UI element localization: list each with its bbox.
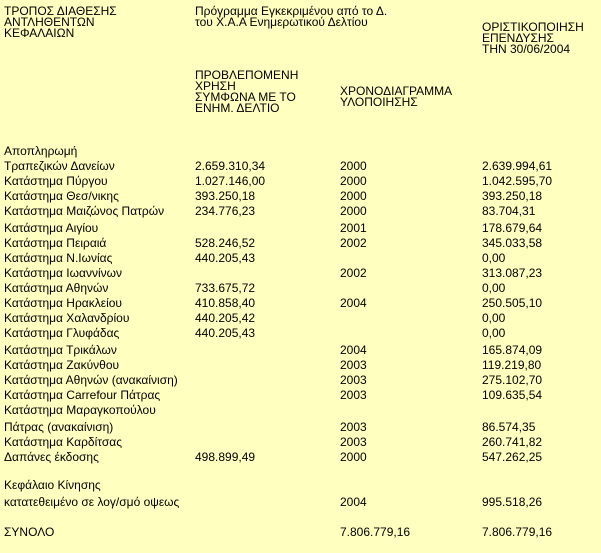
row-schedule-year: 2003 [340,435,367,449]
row-schedule-year: 2004 [340,296,367,310]
row-final-amount: 0,00 [482,251,506,265]
row-label: Κατάστημα Αθηνών [4,281,109,295]
table-row [0,311,601,326]
row-planned-amount: 498.899,49 [195,450,256,464]
row-final-amount: 345.033,58 [482,236,543,250]
row-planned-amount: 2.659.310,34 [195,159,266,173]
row-schedule-year: 2000 [340,174,367,188]
table-row [0,373,601,388]
row-label: Τραπεζικών Δανείων [4,159,115,173]
row-final-amount: 313.087,23 [482,266,543,280]
table-row [0,144,601,159]
table-row [0,388,601,403]
row-label: Κατάστημα Μαιζώνος Πατρών [4,204,165,218]
row-final-amount: 547.262,25 [482,450,543,464]
row-label: Κατάστημα Θεσ/νικης [4,189,119,203]
row-label: Κατάστημα Ν.Ιωνίας [4,251,113,265]
row-label: Κατάστημα Πειραιά [4,236,107,250]
row-label: Κατάστημα Μαραγκοπούλου [4,403,156,417]
row-planned-amount: 440.205,43 [195,251,256,265]
table-row [0,204,601,219]
table-row [0,525,601,540]
row-schedule-year: 2001 [340,221,367,235]
row-planned-amount: 733.675,72 [195,281,256,295]
row-label: Πάτρας (ανακαίνιση) [4,420,114,434]
row-planned-amount: 410.858,40 [195,296,256,310]
table-row [0,174,601,189]
row-planned-amount: 1.027.146,00 [195,174,266,188]
row-label: Κατάστημα Πύργου [4,174,108,188]
row-label: Κατάστημα Γλυφάδας [4,326,120,340]
row-final-amount: 7.806.779,16 [482,525,553,539]
row-label: Κατάστημα Αθηνών (ανακαίνιση) [4,373,178,387]
row-label: κατατεθειμένο σε λογ/σμό οψεως [4,495,180,509]
row-final-amount: 109.635,54 [482,388,543,402]
table-row [0,221,601,236]
header-final-investment: ΟΡΙΣΤΙΚΟΠΟΙΗΣΗ ΕΠΕΝΔΥΣΗΣ ΤΗΝ 30/06/2004 [482,20,584,56]
row-label: Κατάστημα Χαλανδρίου [4,311,130,325]
row-final-amount: 119.219,80 [482,358,542,372]
row-label: Κατάστημα Τρικάλων [4,343,117,357]
row-schedule-year: 2002 [340,236,367,250]
row-schedule-year: 7.806.779,16 [340,525,411,539]
row-final-amount: 250.505,10 [482,296,543,310]
table-row [0,189,601,204]
table-row [0,420,601,435]
table-row [0,281,601,296]
row-final-amount: 0,00 [482,326,506,340]
row-label: Αποπληρωμή [4,144,78,158]
table-row [0,251,601,266]
row-schedule-year: 2000 [340,204,367,218]
row-planned-amount: 393.250,18 [195,189,256,203]
row-planned-amount: 234.776,23 [195,204,256,218]
row-final-amount: 1.042.595,70 [482,174,553,188]
table-row [0,450,601,465]
row-label: Κατάστημα Carrefour Πάτρας [4,388,161,402]
row-final-amount: 2.639.994,61 [482,159,553,173]
header-program-title: Πρόγραμμα Εγκεκριμένου από το Δ. του Χ.Α.Α Ενημερωτικού Δελτίου [195,4,388,29]
row-schedule-year: 2004 [340,495,367,509]
header-method: ΤΡΟΠΟΣ ΔΙΑΘΕΣΗΣ ΑΝΤΛΗΘΕΝΤΩΝ ΚΕΦΑΛΑΙΩΝ [4,4,117,40]
header-schedule: ΧΡΟΝΟΔΙΑΓΡΑΜΜΑ ΥΛΟΠΟΙΗΣΗΣ [340,84,453,109]
row-schedule-year: 2000 [340,189,367,203]
row-final-amount: 995.518,26 [482,495,543,509]
row-final-amount: 178.679,64 [482,221,543,235]
row-final-amount: 83.704,31 [482,204,536,218]
row-final-amount: 393.250,18 [482,189,543,203]
row-schedule-year: 2000 [340,159,367,173]
row-final-amount: 0,00 [482,311,506,325]
table-row [0,495,601,510]
row-schedule-year: 2003 [340,358,367,372]
row-schedule-year: 2002 [340,266,367,280]
row-final-amount: 86.574,35 [482,420,536,434]
row-label: Κατάστημα Ζακύνθου [4,358,120,372]
table-row [0,403,601,418]
table-row [0,326,601,341]
row-label: Κατάστημα Ιωαννίνων [4,266,122,280]
row-schedule-year: 2004 [340,343,367,357]
table-row [0,236,601,251]
table-row [0,435,601,450]
row-label: Κατάστημα Καρδίτσας [4,435,122,449]
table-row [0,343,601,358]
row-final-amount: 260.741,82 [482,435,543,449]
row-label: ΣΥΝΟΛΟ [4,525,55,539]
table-row [0,358,601,373]
row-planned-amount: 440.205,42 [195,311,256,325]
row-planned-amount: 440.205,43 [195,326,256,340]
row-final-amount: 275.102,70 [482,373,543,387]
row-planned-amount: 528.246,52 [195,236,256,250]
row-schedule-year: 2003 [340,373,367,387]
row-schedule-year: 2003 [340,388,367,402]
row-label: Κατάστημα Αιγίου [4,221,99,235]
table-row [0,266,601,281]
row-schedule-year: 2000 [340,450,367,464]
row-label: Κεφάλαιο Κίνησης [4,478,101,492]
row-final-amount: 165.874,09 [482,343,543,357]
row-label: Δαπάνες έκδοσης [4,450,99,464]
row-schedule-year: 2003 [340,420,367,434]
row-final-amount: 0,00 [482,281,506,295]
header-planned-use: ΠΡΟΒΛΕΠΟΜΕΝΗ ΧΡΗΣΗ ΣΥΜΦΩΝΑ ΜΕ ΤΟ ΕΝΗΜ. ΔΕΛΤΙΟ [195,68,299,115]
table-row [0,478,601,493]
table-row [0,159,601,174]
row-label: Κατάστημα Ηρακλείου [4,296,122,310]
table-row [0,296,601,311]
